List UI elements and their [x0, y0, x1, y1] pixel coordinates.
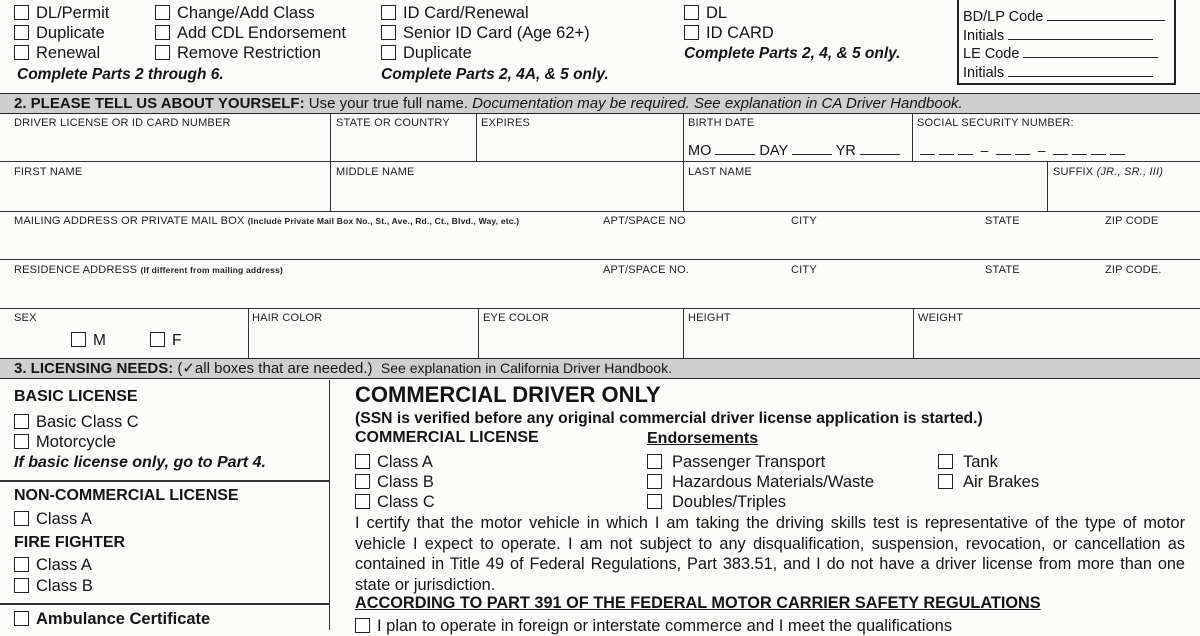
sex-f-checkbox[interactable]	[150, 332, 165, 347]
doubles-triples-option[interactable]	[647, 492, 786, 512]
option-label: I plan to operate in foreign or interstate commerce and I meet the qualifications	[377, 617, 953, 635]
hazardous-materials-option[interactable]	[647, 472, 874, 492]
residence-apt-field[interactable]: APT/SPACE NO.	[603, 264, 690, 276]
residence-label: RESIDENCE ADDRESS	[14, 264, 138, 276]
option-label: Passenger Transport	[672, 453, 826, 471]
id-card-option[interactable]	[684, 23, 774, 43]
residence-zip-field[interactable]: ZIP CODE.	[1105, 264, 1162, 276]
ambulance-certificate-checkbox[interactable]	[14, 611, 29, 626]
id-duplicate-option[interactable]	[381, 43, 472, 63]
change-add-class-option[interactable]	[155, 3, 315, 23]
non-commercial-class-a-option[interactable]	[14, 509, 92, 529]
middle-name-field[interactable]: MIDDLE NAME	[336, 166, 415, 178]
hazardous-materials-checkbox[interactable]	[647, 474, 662, 489]
mailing-apt-field[interactable]: APT/SPACE NO	[603, 215, 686, 227]
residence-state-field[interactable]: STATE	[985, 264, 1020, 276]
option-label: Duplicate	[36, 24, 105, 42]
cdl-class-a-checkbox[interactable]	[355, 454, 370, 469]
part3-note: See explanation in California Driver Handbook.	[380, 360, 672, 376]
commercial-title: COMMERCIAL DRIVER ONLY	[355, 382, 661, 407]
id-duplicate-checkbox[interactable]	[381, 45, 396, 60]
option-label: Class C	[377, 493, 435, 511]
option-label: Class A	[377, 453, 433, 471]
option-label: Class B	[36, 577, 93, 595]
option-label: Basic Class C	[36, 413, 139, 431]
basic-class-c-option[interactable]	[14, 412, 139, 432]
option-label: Class A	[36, 510, 92, 528]
id-card-renewal-checkbox[interactable]	[381, 5, 396, 20]
field-label: LE Code	[963, 46, 1020, 62]
fire-fighter-title: FIRE FIGHTER	[14, 534, 126, 551]
ssn-label: SOCIAL SECURITY NUMBER:	[917, 117, 1074, 129]
hair-color-field[interactable]: HAIR COLOR	[252, 312, 323, 324]
sex-label: SEX	[14, 312, 37, 324]
option-label: Doubles/Triples	[672, 493, 787, 511]
motorcycle-checkbox[interactable]	[14, 434, 29, 449]
duplicate-option[interactable]	[14, 23, 105, 43]
option-label: ID CARD	[706, 24, 774, 42]
motorcycle-option[interactable]	[14, 432, 116, 452]
weight-field[interactable]: WEIGHT	[918, 312, 964, 324]
option-label: F	[172, 332, 182, 349]
basic-license-note: If basic license only, go to Part 4.	[14, 454, 266, 471]
option-label: Air Brakes	[963, 473, 1040, 491]
dl-permit-checkbox[interactable]	[14, 5, 29, 20]
fire-fighter-class-a-checkbox[interactable]	[14, 557, 29, 572]
birth-date-field[interactable]	[688, 142, 900, 159]
option-label: Class A	[36, 556, 92, 574]
id-card-renewal-option[interactable]	[381, 3, 529, 23]
option-label: Duplicate	[403, 44, 472, 62]
birth-date-label: BIRTH DATE	[688, 117, 755, 129]
part3-title: 3. LICENSING NEEDS:	[14, 360, 174, 377]
renewal-option[interactable]	[14, 43, 100, 63]
residence-address-field[interactable]	[14, 264, 283, 276]
commercial-license-title: COMMERCIAL LICENSE	[355, 429, 539, 446]
office-use-box	[957, 0, 1176, 85]
mailing-label: MAILING ADDRESS OR PRIVATE MAIL BOX	[14, 215, 245, 227]
field-label: Initials	[963, 27, 1005, 44]
option-label: ID Card/Renewal	[403, 4, 529, 22]
part2-subtitle: Use your true full name.	[304, 95, 473, 112]
suffix-hint: (JR., SR., III)	[1096, 166, 1164, 178]
add-cdl-endorsement-checkbox[interactable]	[155, 25, 170, 40]
mailing-state-field[interactable]: STATE	[985, 215, 1020, 227]
option-label: Class B	[377, 473, 434, 491]
dl-number-field[interactable]: DRIVER LICENSE OR ID CARD NUMBER	[14, 117, 231, 129]
suffix-label: SUFFIX	[1053, 166, 1094, 178]
height-field[interactable]: HEIGHT	[688, 312, 731, 324]
fire-fighter-class-b-option[interactable]	[14, 576, 93, 596]
field-label: BD/LP Code	[963, 9, 1044, 25]
bd-lp-code-field[interactable]	[963, 8, 1165, 27]
part1-col3-note: Complete Parts 2, 4A, & 5 only.	[381, 66, 609, 83]
option-label: Tank	[963, 453, 998, 471]
option-label: Change/Add Class	[177, 4, 315, 22]
ssn-field[interactable]: – –	[920, 142, 1125, 158]
state-country-field[interactable]: STATE OR COUNTRY	[336, 117, 450, 129]
option-label: Renewal	[36, 44, 101, 62]
expires-field[interactable]: EXPIRES	[481, 117, 531, 129]
option-label: Hazardous Materials/Waste	[672, 473, 875, 491]
option-label: DL/Permit	[36, 4, 110, 22]
option-label: DL	[706, 4, 728, 22]
year-label: YR	[835, 143, 856, 159]
mailing-city-field[interactable]: CITY	[791, 215, 817, 227]
option-label: Add CDL Endorsement	[177, 24, 347, 42]
eye-color-field[interactable]: EYE COLOR	[483, 312, 549, 324]
basic-class-c-checkbox[interactable]	[14, 414, 29, 429]
doubles-triples-checkbox[interactable]	[647, 494, 662, 509]
dl-checkbox[interactable]	[684, 5, 699, 20]
remove-restriction-checkbox[interactable]	[155, 45, 170, 60]
id-card-checkbox[interactable]	[684, 25, 699, 40]
tank-checkbox[interactable]	[938, 454, 953, 469]
fmcsr-heading: ACCORDING TO PART 391 OF THE FEDERAL MOTOR CARRIER SAFETY REGULATIONS	[355, 594, 1041, 612]
option-label: Motorcycle	[36, 433, 116, 451]
field-label: Initials	[963, 64, 1005, 81]
fire-fighter-class-b-checkbox[interactable]	[14, 578, 29, 593]
basic-license-title: BASIC LICENSE	[14, 388, 138, 405]
cdl-class-c-option[interactable]	[355, 492, 435, 512]
le-code-field[interactable]	[963, 45, 1165, 64]
mailing-zip-field[interactable]: ZIP CODE	[1105, 215, 1159, 227]
air-brakes-checkbox[interactable]	[938, 474, 953, 489]
part1-col1-note: Complete Parts 2 through 6.	[17, 66, 224, 83]
renewal-checkbox[interactable]	[14, 45, 29, 60]
day-label: DAY	[759, 143, 788, 159]
ambulance-certificate-option[interactable]	[14, 609, 210, 629]
dl-option[interactable]	[684, 3, 727, 23]
mailing-address-field[interactable]	[14, 215, 519, 227]
mailing-hint: (Include Private Mail Box No., St., Ave., Rd., Ct., Blvd., Way, etc.)	[247, 216, 520, 226]
office-use-fields	[963, 8, 1165, 82]
part2-title: 2. PLEASE TELL US ABOUT YOURSELF:	[14, 95, 305, 112]
remove-restriction-option[interactable]	[155, 43, 321, 63]
initials-field-2[interactable]	[963, 64, 1165, 83]
commercial-subtitle: (SSN is verified before any original commercial driver license application is started.)	[355, 410, 983, 427]
option-label: M	[93, 332, 106, 349]
cdl-class-b-option[interactable]	[355, 472, 434, 492]
endorsements-title: Endorsements	[647, 430, 759, 447]
interstate-commerce-option[interactable]	[355, 616, 952, 636]
part2-note: Documentation may be required. See explanation in CA Driver Handbook.	[472, 95, 963, 112]
last-name-field[interactable]: LAST NAME	[688, 166, 752, 178]
part3-subtitle: (✓all boxes that are needed.)	[173, 360, 373, 377]
interstate-commerce-checkbox[interactable]	[355, 618, 370, 633]
residence-city-field[interactable]: CITY	[791, 264, 817, 276]
option-label: Senior ID Card (Age 62+)	[403, 24, 590, 42]
cdl-class-b-checkbox[interactable]	[355, 474, 370, 489]
add-cdl-endorsement-option[interactable]	[155, 23, 346, 43]
tank-option[interactable]	[938, 452, 998, 472]
air-brakes-option[interactable]	[938, 472, 1039, 492]
passenger-transport-option[interactable]	[647, 452, 825, 472]
senior-id-card-option[interactable]	[381, 23, 590, 43]
residence-hint: (If different from mailing address)	[140, 265, 284, 275]
part2-header	[0, 93, 1200, 114]
certification-statement: I certify that the motor vehicle in which I am taking the driving skills test is representative of the type of motor vehicle I expect to operate. I am not subject to any disqualification, suspension, revocation, or cancellation as contained in Title 49 of Federal Regulations, Part 383.51, and I do not have a driver license from more than one state or jurisdiction.	[355, 514, 1185, 594]
option-label: Remove Restriction	[177, 44, 321, 62]
cdl-class-a-option[interactable]	[355, 452, 433, 472]
sex-f-option[interactable]	[150, 331, 181, 351]
non-commercial-title: NON-COMMERCIAL LICENSE	[14, 487, 239, 504]
suffix-field[interactable]	[1053, 166, 1163, 178]
passenger-transport-checkbox[interactable]	[647, 454, 662, 469]
duplicate-checkbox[interactable]	[14, 25, 29, 40]
first-name-field[interactable]: FIRST NAME	[14, 166, 83, 178]
part1-col4-note: Complete Parts 2, 4, & 5 only.	[684, 45, 901, 62]
sex-m-checkbox[interactable]	[71, 332, 86, 347]
dl-permit-option[interactable]	[14, 3, 109, 23]
option-label: Ambulance Certificate	[36, 610, 211, 628]
month-label: MO	[688, 143, 712, 159]
non-commercial-class-a-checkbox[interactable]	[14, 511, 29, 526]
part3-header	[0, 358, 1200, 379]
cdl-class-c-checkbox[interactable]	[355, 494, 370, 509]
initials-field-1[interactable]	[963, 27, 1165, 46]
fire-fighter-class-a-option[interactable]	[14, 555, 92, 575]
change-add-class-checkbox[interactable]	[155, 5, 170, 20]
senior-id-card-checkbox[interactable]	[381, 25, 396, 40]
sex-m-option[interactable]	[71, 331, 106, 351]
